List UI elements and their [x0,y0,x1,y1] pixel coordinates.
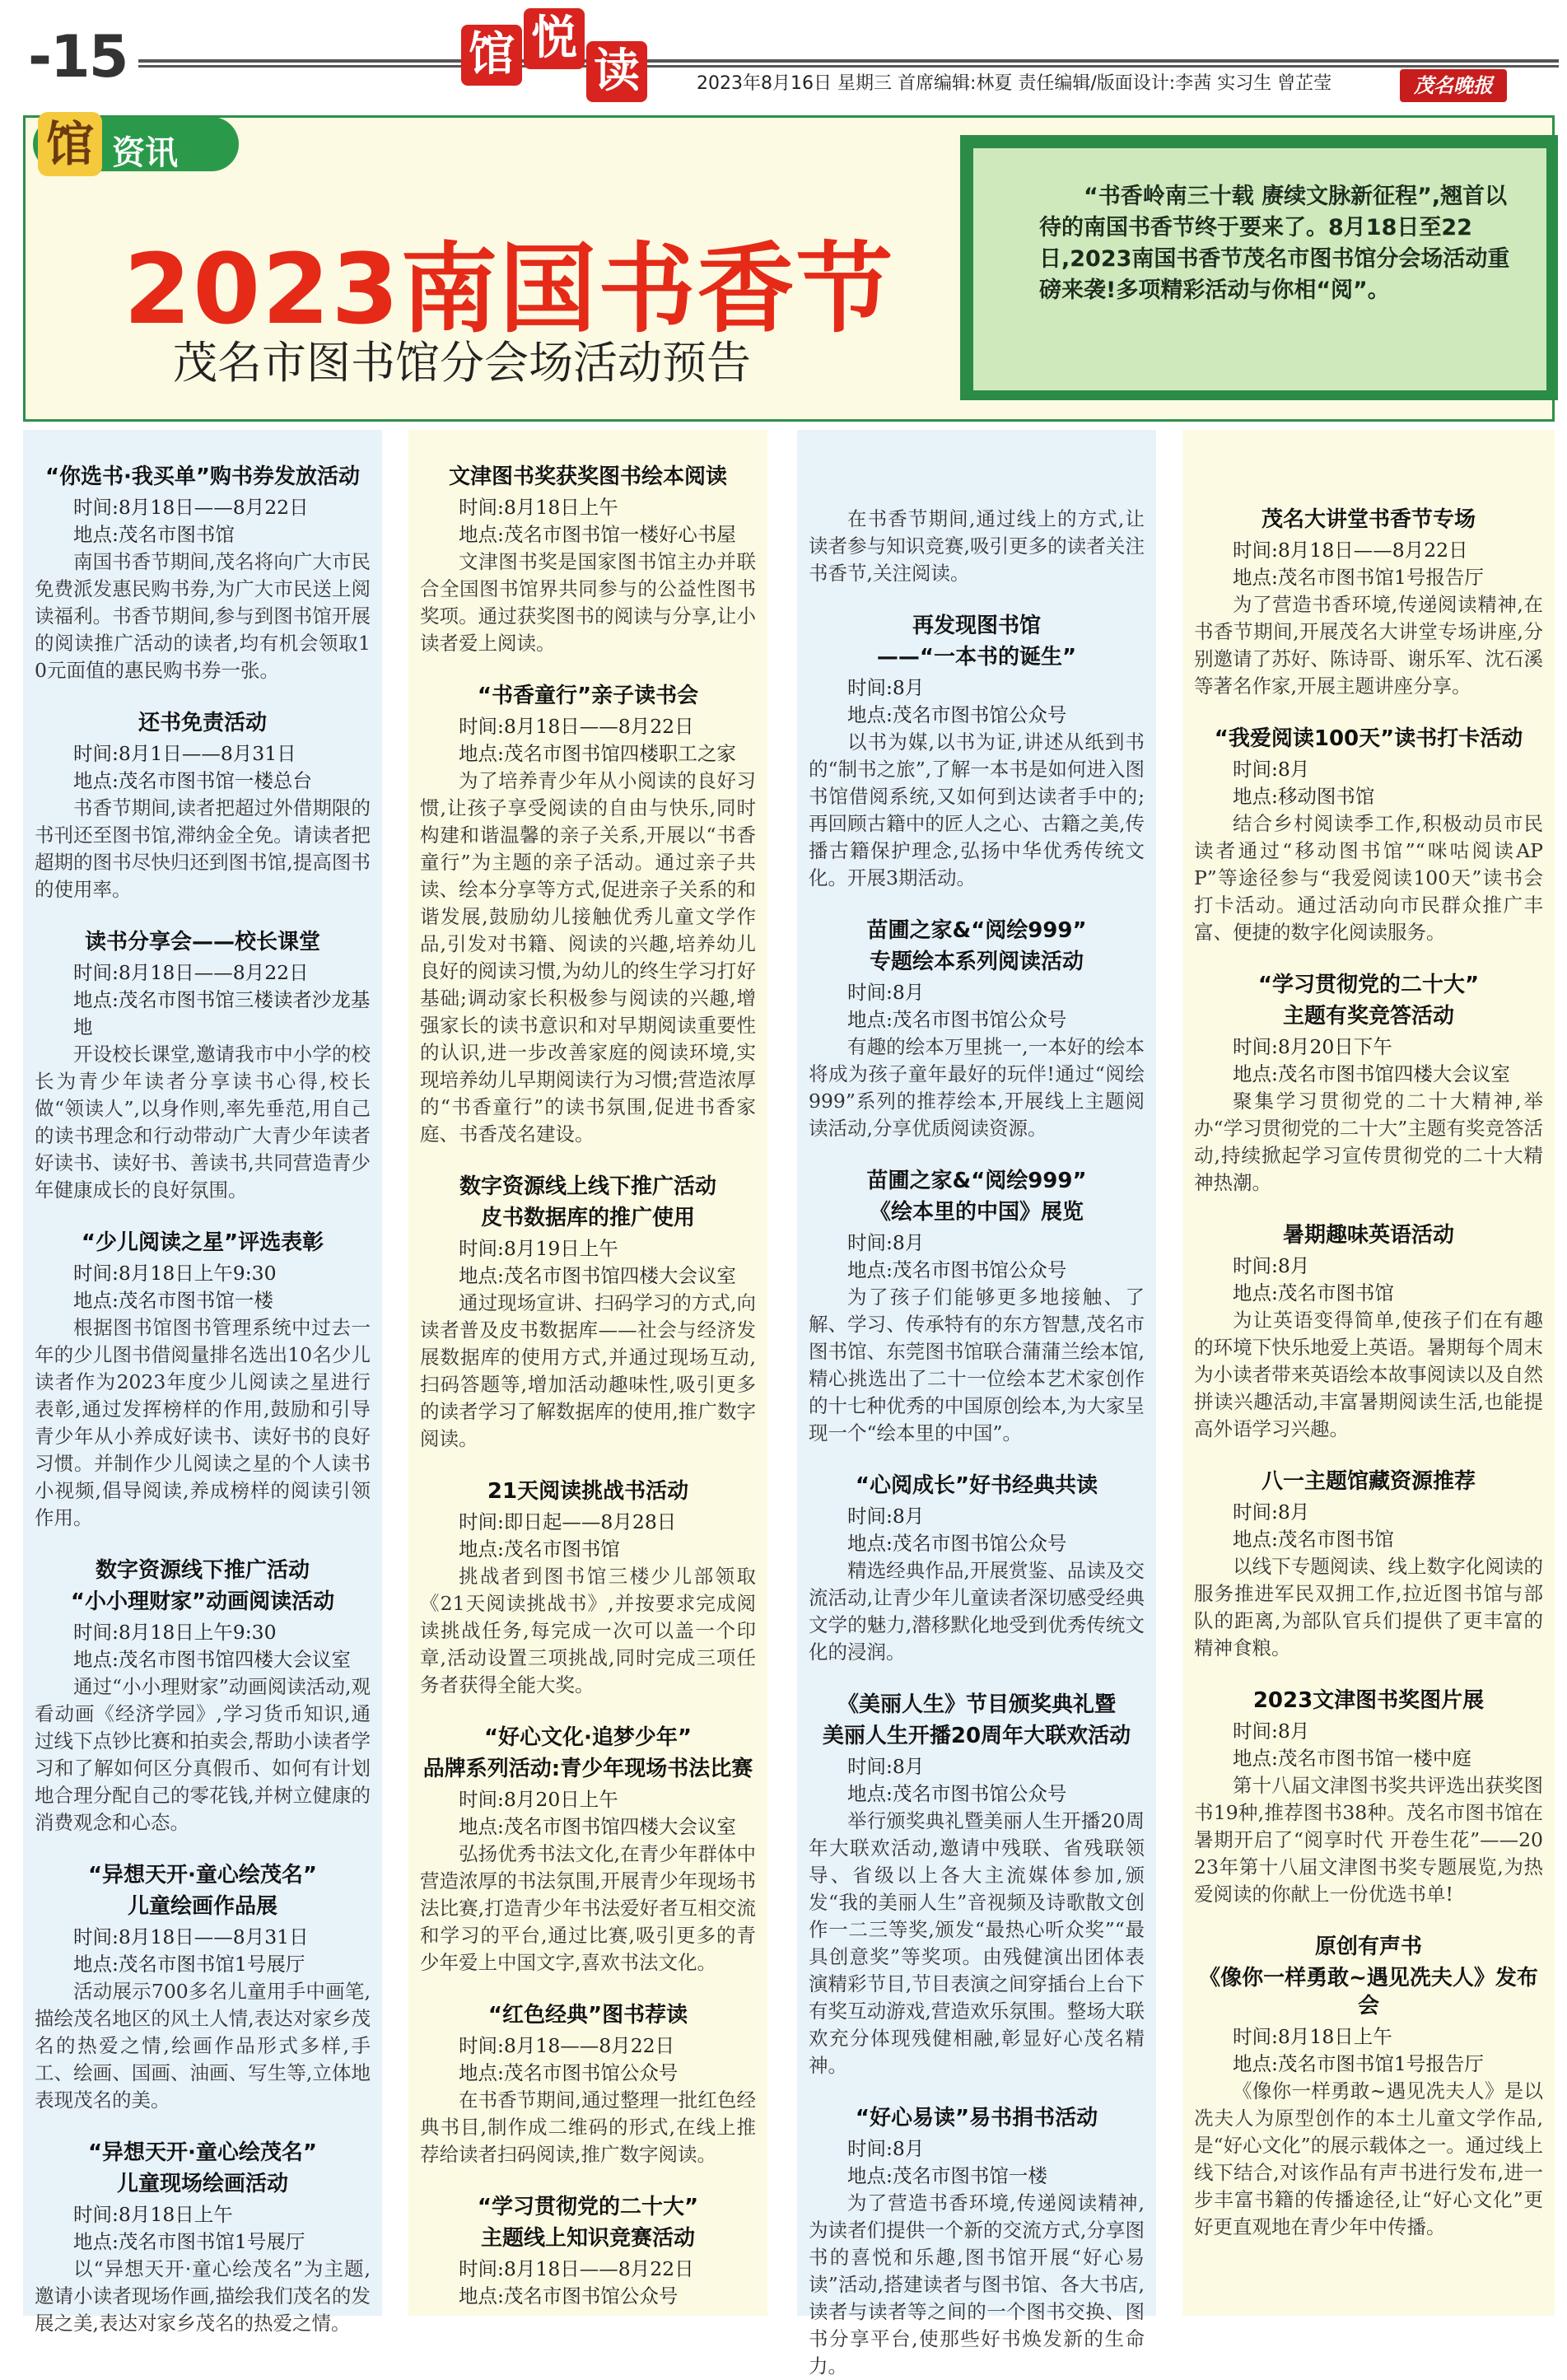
article [35,1229,371,1532]
article-title: 苗圃之家&“阅绘999” [866,1169,1087,1193]
article-time: 时间:8月 [1233,1720,1310,1743]
article [420,682,756,1148]
article-title: 专题绘本系列阅读活动 [869,950,1084,974]
article-title: “好心文化·追梦少年” [483,1725,693,1750]
article-body: 根据图书馆图书管理系统中过去一年的少儿图书借阅量排名选出10名少儿读者作为2023年度少儿阅读之星进行表彰,通过发挥榜样的作用,鼓励和引导青少年从小养成好读书、读好书的良好习惯。并制作少儿阅读之星的个人读书小视频,倡导阅读,养成榜样的阅读引领作用。 [35,1316,371,1529]
article-body: 以“异想天开·童心绘茂名”为主题,邀请小读者现场作画,描绘我们茂名的发展之美,表达对家乡茂名的热爱之情。 [35,2257,371,2335]
article-place: 地点:茂名市图书馆四楼大会议室 [73,1648,351,1671]
column-2 [408,430,767,2316]
article [420,1477,756,1699]
article-time: 时间:8月20日下午 [1233,1035,1392,1058]
article-place: 地点:茂名市图书馆1号报告厅 [1233,566,1484,589]
article-place: 地点:茂名市图书馆1号展厅 [73,1953,305,1976]
article-body: 举行颁奖典礼暨美丽人生开播20周年大联欢活动,邀请中残联、省残联领导、省级以上各大主流媒体参加,颁发“我的美丽人生”音视频及诗歌散文创作一二三等奖,颁发“最热心听众奖”“最具创意奖”等奖项。由残健演出团体表演精彩节目,节目表演之间穿插台上台下有奖互动游戏,营造欢乐氛围。整场大联欢充分体现残健相融,彰显好心茂名精神。 [809,1809,1145,2077]
article-title: 《绘本里的中国》展览 [869,1200,1084,1225]
article-title: “异想天开·童心绘茂名” [87,2140,318,2165]
article-place: 地点:茂名市图书馆一楼 [847,2164,1047,2187]
article-time: 时间:8月19日上午 [459,1237,618,1260]
article-place: 地点:茂名市图书馆公众号 [459,2061,679,2084]
article-title: 儿童现场绘画活动 [116,2172,288,2196]
article [1194,971,1543,1197]
article [809,1691,1145,2079]
article-body: 结合乡村阅读季工作,积极动员市民读者通过“移动图书馆”“咪咕阅读APP”等途径参与“我爱阅读100天”读书会打卡活动。通过活动向市民群众推广丰富、便捷的数字化阅读服务。 [1194,812,1543,944]
article-title: “好心易读”易书捐书活动 [855,2106,1098,2130]
article-body: 精选经典作品,开展赏鉴、品读及交流活动,让青少年儿童读者深切感受经典文学的魅力,潜移默化地受到优秀传统文化的浸润。 [809,1559,1145,1664]
article [809,2104,1145,2380]
article-body: 为了营造书香环境,传递阅读精神,在书香节期间,开展茂名大讲堂专场讲座,分别邀请了苏好、陈诗哥、谢乐军、沈石溪等著名作家,开展主题讲座分享。 [1194,593,1543,698]
article-title: 21天阅读挑战书活动 [487,1479,689,1504]
article-body: 《像你一样勇敢~遇见冼夫人》是以冼夫人为原型创作的本土儿童文学作品,是“好心文化”的展示载体之一。通过线上线下结合,对该作品有声书进行发布,进一步丰富书籍的传播途径,让“好心文化”更好更直观地在青少年中传播。 [1194,2079,1543,2238]
article-title: 文津图书奖获奖图书绘本阅读 [448,464,727,489]
article-title: 《像你一样勇敢~遇见冼夫人》发布会 [1199,1966,1538,2018]
article-body: 为了营造书香环境,传递阅读精神,为读者们提供一个新的交流方式,分享图书的喜悦和乐趣,图书馆开展“好心易读”活动,搭建读者与图书馆、各大书店,读者与读者等之间的一个图书交换、图书分享平台,使那些好书焕发新的生命力。 [809,2191,1145,2378]
article-title: 主题线上知识竞赛活动 [480,2226,695,2251]
article-body: 为了培养青少年从小阅读的良好习惯,让孩子享受阅读的自由与快乐,同时构建和谐温馨的亲子关系,开展以“书香童行”为主题的亲子活动。通过亲子共读、绘本分享等方式,促进亲子关系的和谐发展,鼓励幼儿接触优秀儿童文学作品,引发对书籍、阅读的兴趣,培养幼儿良好的阅读习惯,为幼儿的终生学习打好基础;调动家长积极参与阅读的兴趣,增强家长的读书意识和对早期阅读重要性的认识,进一步改善家庭的阅读环境,实现培养幼儿早期阅读行为习惯;营造浓厚的“书香童行”的读书氛围,促进书香家庭、书香茂名建设。 [420,769,756,1146]
article-title: 儿童绘画作品展 [127,1894,277,1919]
article-title: 暑期趣味英语活动 [1282,1223,1454,1248]
article-place: 地点:茂名市图书馆公众号 [847,703,1067,726]
article [420,1173,756,1453]
article-body: 文津图书奖是国家图书馆主办并联合全国图书馆界共同参与的公益性图书奖项。通过获奖图书的阅读与分享,让小读者爱上阅读。 [420,550,756,655]
article-title: 品牌系列活动:青少年现场书法比赛 [422,1757,753,1781]
article-title: “我爱阅读100天”读书打卡活动 [1214,726,1523,751]
article-place: 地点:茂名市图书馆 [1233,1528,1394,1551]
article-body: 在书香节期间,通过整理一批红色经典书目,制作成二维码的形式,在线上推荐给读者扫码阅读,推广数字阅读。 [420,2088,756,2166]
article [1194,1221,1543,1443]
section-tag [33,105,239,180]
article-place: 地点:茂名市图书馆一楼 [73,1289,273,1312]
newspaper-logo: 茂名晚报 [1400,69,1507,102]
article-body: 南国书香节期间,茂名将向广大市民免费派发惠民购书券,为广大市民送上阅读福利。书香节期间,参与到图书馆开展的阅读推广活动的读者,均有机会领取10元面值的惠民购书券一张。 [35,550,371,682]
article-time: 时间:8月20日上午 [459,1788,618,1811]
article-place: 地点:茂名市图书馆 [73,523,235,546]
article-time: 时间:8月18日——8月22日 [459,715,694,738]
article-place: 地点:茂名市图书馆 [459,1538,620,1561]
article-title: “学习贯彻党的二十大” [1257,973,1480,997]
article-title: 原创有声书 [1314,1934,1422,1959]
article-place: 地点:茂名市图书馆 [1233,1281,1394,1304]
article-time: 时间:8月 [1233,1254,1310,1277]
article-title: 茂名大讲堂书香节专场 [1261,507,1476,532]
article-body: 在书香节期间,通过线上的方式,让读者参与知识竞赛,吸引更多的读者关注书香节,关注阅读。 [809,507,1145,585]
column-3 [797,430,1156,2378]
article-place: 地点:移动图书馆 [1233,785,1375,808]
article-body: 以书为媒,以书为证,讲述从纸到书的“制书之旅”,了解一本书是如何进入图书馆借阅系统,又如何到达读者手中的;再回顾古籍中的匠人之心、古籍之美,传播古籍保护理念,弘扬中华优秀传统文化。开展3期活动。 [809,730,1145,889]
article [809,1472,1145,1666]
article-title: “心阅成长”好书经典共读 [855,1473,1098,1498]
article-place: 地点:茂名市图书馆公众号 [847,1532,1067,1555]
article-body: 活动展示700多名儿童用手中画笔,描绘茂名地区的风土人情,表达对家乡茂名的热爱之情,绘画作品形式多样,手工、绘画、国画、油画、写生等,立体地表现茂名的美。 [35,1980,371,2112]
section-tag-big: 馆 [38,112,102,176]
masthead [0,0,1567,115]
article-body: 弘扬优秀书法文化,在青少年群体中营造浓厚的书法氛围,开展青少年现场书法比赛,打造青少年书法爱好者互相交流和学习的平台,通过比赛,吸引更多的青少年爱上中国文字,喜欢书法文化。 [420,1842,756,1974]
header-info: 2023年8月16日 星期三 首席编辑:林夏 责任编辑/版面设计:李茜 实习生 曾芷莹 [688,69,1340,95]
article-place: 地点:茂名市图书馆四楼大会议室 [459,1264,736,1287]
column-1 [23,430,382,2335]
article-body: 通过现场宣讲、扫码学习的方式,向读者普及皮书数据库——社会与经济发展数据库的使用方式,并通过现场互动,扫码答题等,增加活动趣味性,吸引更多的读者学习了解数据库的使用,推广数字阅读。 [420,1291,756,1450]
article-title: 美丽人生开播20周年大联欢活动 [822,1724,1131,1748]
article [420,2001,756,2168]
article-time: 时间:8月18日——8月22日 [1233,539,1468,562]
article-time: 时间:8月 [1233,1500,1310,1524]
article-time: 时间:8月18日——8月31日 [73,1925,309,1948]
article [35,1861,371,2114]
article-title: 数字资源线下推广活动 [95,1558,310,1583]
article-title: 再发现图书馆 [912,614,1041,638]
article-body: 开设校长课堂,邀请我市中小学的校长为青少年读者分享读书心得,校长做“领读人”,以身作则,率先垂范,用自己的读书理念和行动带动广大青少年读者好读书、读好书、善读书,共同营造青少年健康成长的良好氛围。 [35,1043,371,1202]
article [1194,1933,1543,2241]
article [35,463,371,684]
page-number: -15 [28,23,128,91]
article-body: 有趣的绘本万里挑一,一本好的绘本将成为孩子童年最好的玩伴!通过“阅绘999”系列的推荐绘本,开展线上主题阅读活动,分享优质阅读资源。 [809,1035,1145,1140]
article [35,1556,371,1836]
article [420,463,756,657]
article-title: “少儿阅读之星”评选表彰 [81,1230,324,1255]
article-body: 以线下专题阅读、线上数字化阅读的服务推进军民双拥工作,拉近图书馆与部队的距离,为部队官兵们提供了更丰富的精神食粮。 [1194,1555,1543,1659]
article-place: 地点:茂名市图书馆公众号 [847,1008,1067,1031]
article-title: “红色经典”图书荐读 [487,2003,688,2028]
article-time: 时间:8月 [847,1231,925,1254]
brand-char-2: 悦 [524,8,585,69]
article-time: 时间:8月18日上午9:30 [73,1262,277,1285]
article-place: 地点:茂名市图书馆公众号 [847,1782,1067,1805]
article-title: “书香童行”亲子读书会 [477,684,699,708]
article-body: 为让英语变得简单,使孩子们在有趣的环境下快乐地爱上英语。暑期每个周末为小读者带来英语绘本故事阅读以及自然拼读兴趣活动,丰富暑期阅读生活,也能提高外语学习兴趣。 [1194,1309,1543,1440]
intro-text: “书香岭南三十载 赓续文脉新征程”,翘首以待的南国书香节终于要来了。8月18日至22日,2023南国书香节茂名市图书馆分会场活动重磅来袭!多项精彩活动与你相“阅”。 [1039,184,1510,303]
article-place: 地点:茂名市图书馆1号展厅 [73,2230,305,2253]
article [420,2193,756,2310]
article-time: 时间:8月18日——8月22日 [73,961,309,984]
article-title: 2023文津图书奖图片展 [1252,1688,1485,1713]
article-title: 还书免责活动 [138,711,267,735]
article-place: 地点:茂名市图书馆三楼读者沙龙基地 [73,988,371,1038]
article-place: 地点:茂名市图书馆公众号 [847,1258,1067,1281]
article [809,612,1145,892]
article-time: 时间:8月 [847,1505,925,1528]
article [1194,506,1543,700]
article-body: 挑战者到图书馆三楼少儿部领取《21天阅读挑战书》,并按要求完成阅读挑战任务,每完成一次可以盖一个印章,活动设置三项挑战,同时完成三项任务者获得全能大奖。 [420,1565,756,1696]
article-time: 时间:8月18日上午 [1233,2025,1392,2048]
article [809,917,1145,1142]
article-title: 读书分享会——校长课堂 [84,930,320,954]
article-time: 时间:8月 [1233,758,1310,781]
page-subtitle: 茂名市图书馆分会场活动预告 [173,337,751,389]
article-place: 地点:茂名市图书馆公众号 [459,2284,679,2308]
article [1194,1687,1543,1908]
article [809,506,1145,587]
article-time: 时间:8月 [847,981,925,1004]
article-title: 八一主题馆藏资源推荐 [1261,1469,1476,1494]
article-body: 为了孩子们能够更多地接触、了解、学习、传承特有的东方智慧,茂名市图书馆、东莞图书馆联合蒲蒲兰绘本馆,精心挑选出了二十一位绘本艺术家创作的十七种优秀的中国原创绘本,为大家呈现一个“绘本里的中国”。 [809,1286,1145,1444]
masthead-rule [138,59,1559,68]
article-time: 时间:8月18日上午 [73,2203,233,2226]
article-time: 时间:即日起——8月28日 [459,1510,677,1533]
page-title: 2023南国书香节 [124,232,895,346]
article [35,928,371,1204]
article-place: 地点:茂名市图书馆四楼职工之家 [459,742,736,765]
article-time: 时间:8月18日——8月22日 [73,496,309,519]
article-title: “学习贯彻党的二十大” [477,2195,699,2219]
article [1194,1468,1543,1662]
article-body: 第十八届文津图书奖共评选出获奖图书19种,推荐图书38种。茂名市图书馆在暑期开启了“阅享时代 开卷生花”——2023年第十八届文津图书奖专题展览,为热爱阅读的你献上一份优选书单! [1194,1774,1543,1906]
article-body: 聚集学习贯彻党的二十大精神,举办“学习贯彻党的二十大”主题有奖竞答活动,持续掀起学习宣传贯彻党的二十大精神热潮。 [1194,1090,1543,1194]
article-title: 数字资源线上线下推广活动 [459,1174,716,1199]
article-time: 时间:8月18日上午 [459,496,618,519]
article-time: 时间:8月18日上午9:30 [73,1621,277,1644]
article [809,1167,1145,1447]
article-title: 主题有奖竞答活动 [1282,1004,1454,1029]
article-place: 地点:茂名市图书馆一楼总台 [73,769,312,792]
article-place: 地点:茂名市图书馆一楼好心书屋 [459,523,736,546]
article-title: “异想天开·童心绘茂名” [87,1863,318,1888]
article-time: 时间:8月18——8月22日 [459,2034,675,2057]
article-body: 通过“小小理财家”动画阅读活动,观看动画《经济学园》,学习货币知识,通过线下点钞比赛和拍卖会,帮助小读者学习和了解如何区分真假币、如何有计划地合理分配自己的零花钱,并树立健康的消费观念和心态。 [35,1675,371,1834]
brand-char-3: 读 [586,41,647,102]
article-place: 地点:茂名市图书馆一楼中庭 [1233,1747,1471,1770]
article-place: 地点:茂名市图书馆四楼大会议室 [1233,1062,1510,1085]
brand-char-1: 馆 [461,25,522,86]
article-place: 地点:茂名市图书馆四楼大会议室 [459,1815,736,1838]
article [1194,725,1543,946]
article-time: 时间:8月1日——8月31日 [73,742,296,765]
article-title: “你选书·我买单”购书券发放活动 [44,464,361,489]
article [35,709,371,903]
article-title: “小小理财家”动画阅读活动 [70,1589,335,1614]
column-4 [1182,430,1555,2316]
article-title: 《美丽人生》节目颁奖典礼暨 [837,1692,1116,1717]
intro-box [972,147,1548,392]
article-title: 苗圃之家&“阅绘999” [866,918,1087,943]
article [420,1724,756,1976]
article-time: 时间:8月 [847,2137,925,2160]
section-tag-small: 资讯 [112,134,178,172]
article-title: 皮书数据库的推广使用 [480,1206,695,1230]
article-time: 时间:8月18日——8月22日 [459,2257,694,2280]
article-place: 地点:茂名市图书馆1号报告厅 [1233,2052,1484,2075]
article-time: 时间:8月 [847,1755,925,1778]
article-title: ——“一本书的诞生” [876,645,1077,670]
article [35,2139,371,2337]
article-time: 时间:8月 [847,676,925,699]
article-body: 书香节期间,读者把超过外借期限的书刊还至图书馆,滞纳金全免。请读者把超期的图书尽快归还到图书馆,提高图书的使用率。 [35,796,371,901]
